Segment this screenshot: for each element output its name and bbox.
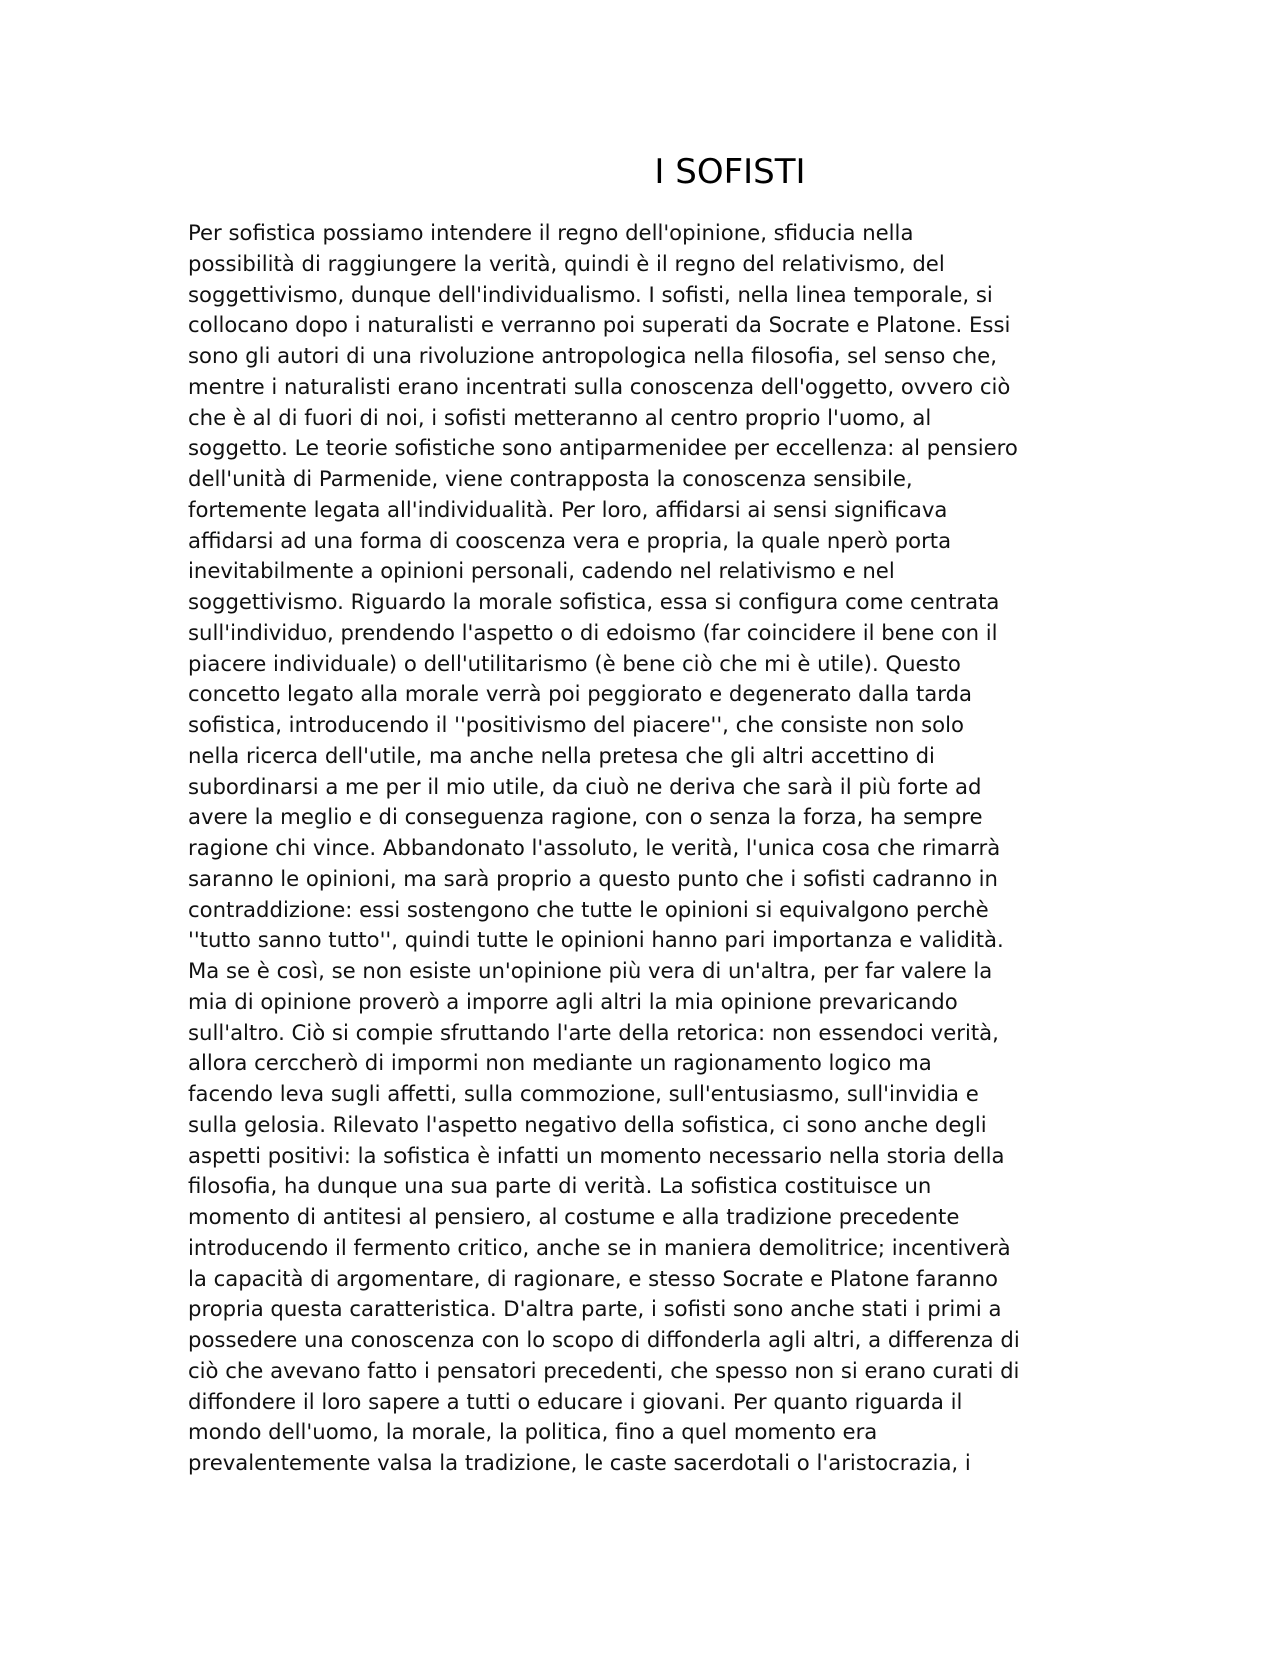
- text-line: inevitabilmente a opinioni personali, cadendo nel relativismo e nel: [188, 558, 895, 584]
- text-line: momento di antitesi al pensiero, al costume e alla tradizione precedente: [188, 1204, 960, 1229]
- text-line: nella ricerca dell'utile, ma anche nella pretesa che gli altri accettino di: [188, 742, 935, 768]
- text-line: ciò che avevano fatto i pensatori precedenti, che spesso non si erano curati di: [188, 1357, 1020, 1383]
- text-line: mondo dell'uomo, la morale, la politica, fino a quel momento era: [188, 1419, 878, 1445]
- text-line: introducendo il fermento critico, anche se in maniera demolitrice; incentiverà: [188, 1234, 1011, 1260]
- text-line: soggettivismo. Riguardo la morale sofistica, essa si configura come centrata: [188, 589, 1000, 614]
- page-title: I SOFISTI: [654, 152, 806, 192]
- text-line: prevalentemente valsa la tradizione, le caste sacerdotali o l'aristocrazia, i: [188, 1450, 971, 1475]
- text-line: subordinarsi a me per il mio utile, da ciuò ne deriva che sarà il più forte ad: [188, 773, 982, 799]
- text-line: Per sofistica possiamo intendere il regno dell'opinione, sfiducia nella: [188, 220, 914, 245]
- text-line: soggetto. Le teorie sofistiche sono antiparmenidee per eccellenza: al pensiero: [188, 435, 1018, 461]
- text-line: che è al di fuori di noi, i sofisti metteranno al centro proprio l'uomo, al: [188, 404, 932, 430]
- text-line: dell'unità di Parmenide, viene contrapposta la conoscenza sensibile,: [188, 466, 913, 491]
- text-line: sull'altro. Ciò si compie sfruttando l'arte della retorica: non essendoci verità,: [188, 1019, 999, 1045]
- text-line: avere la meglio e di conseguenza ragione, con o senza la forza, ha sempre: [188, 804, 983, 830]
- text-line: ragione chi vince. Abbandonato l'assoluto, le verità, l'unica cosa che rimarrà: [188, 835, 1001, 860]
- text-line: filosofia, ha dunque una sua parte di verità. La sofistica costituisce un: [188, 1173, 932, 1199]
- text-line: la capacità di argomentare, di ragionare, e stesso Socrate e Platone faranno: [188, 1265, 999, 1291]
- text-line: concetto legato alla morale verrà poi peggiorato e degenerato dalla tarda: [188, 681, 973, 707]
- text-line: Ma se è così, se non esiste un'opinione più vera di un'altra, per far valere la: [188, 958, 993, 983]
- text-line: aspetti positivi: la sofistica è infatti un momento necessario nella storia della: [188, 1142, 1005, 1168]
- text-line: mia di opinione proverò a imporre agli altri la mia opinione prevaricando: [188, 988, 958, 1014]
- text-line: affidarsi ad una forma di cooscenza vera e propria, la quale nperò porta: [188, 527, 952, 553]
- text-line: sull'individuo, prendendo l'aspetto o di edoismo (far coincidere il bene con il: [188, 619, 998, 645]
- text-line: contraddizione: essi sostengono che tutte le opinioni si equivalgono perchè: [188, 896, 989, 922]
- text-line: sulla gelosia. Rilevato l'aspetto negativo della sofistica, ci sono anche degli: [188, 1111, 987, 1137]
- text-line: saranno le opinioni, ma sarà proprio a questo punto che i sofisti cadranno in: [188, 865, 998, 891]
- text-line: ''tutto sanno tutto'', quindi tutte le opinioni hanno pari importanza e validità.: [188, 927, 1004, 953]
- text-line: fortemente legata all'individualità. Per loro, affidarsi ai sensi significava: [188, 496, 948, 522]
- text-line: possibilità di raggiungere la verità, quindi è il regno del relativismo, del: [188, 250, 945, 276]
- text-line: propria questa caratteristica. D'altra parte, i sofisti sono anche stati i primi a: [188, 1296, 1002, 1322]
- text-line: soggettivismo, dunque dell'individualismo. I sofisti, nella linea temporale, si: [188, 281, 993, 307]
- body-paragraph: [188, 218, 1108, 1479]
- text-line: collocano dopo i naturalisti e verranno poi superati da Socrate e Platone. Essi: [188, 312, 1011, 338]
- text-line: mentre i naturalisti erano incentrati sulla conoscenza dell'oggetto, ovvero ciò: [188, 373, 1011, 399]
- text-line: allora cerccherò di impormi non mediante un ragionamento logico ma: [188, 1050, 932, 1076]
- text-line: possedere una conoscenza con lo scopo di diffonderla agli altri, a differenza di: [188, 1327, 1020, 1352]
- text-line: facendo leva sugli affetti, sulla commozione, sull'entusiasmo, sull'invidia e: [188, 1081, 979, 1106]
- text-line: sono gli autori di una rivoluzione antropologica nella filosofia, sel senso che,: [188, 343, 997, 368]
- text-line: piacere individuale) o dell'utilitarismo (è bene ciò che mi è utile). Questo: [188, 650, 961, 676]
- text-line: sofistica, introducendo il ''positivismo del piacere'', che consiste non solo: [188, 712, 964, 737]
- text-line: diffondere il loro sapere a tutti o educare i giovani. Per quanto riguarda il: [188, 1388, 963, 1414]
